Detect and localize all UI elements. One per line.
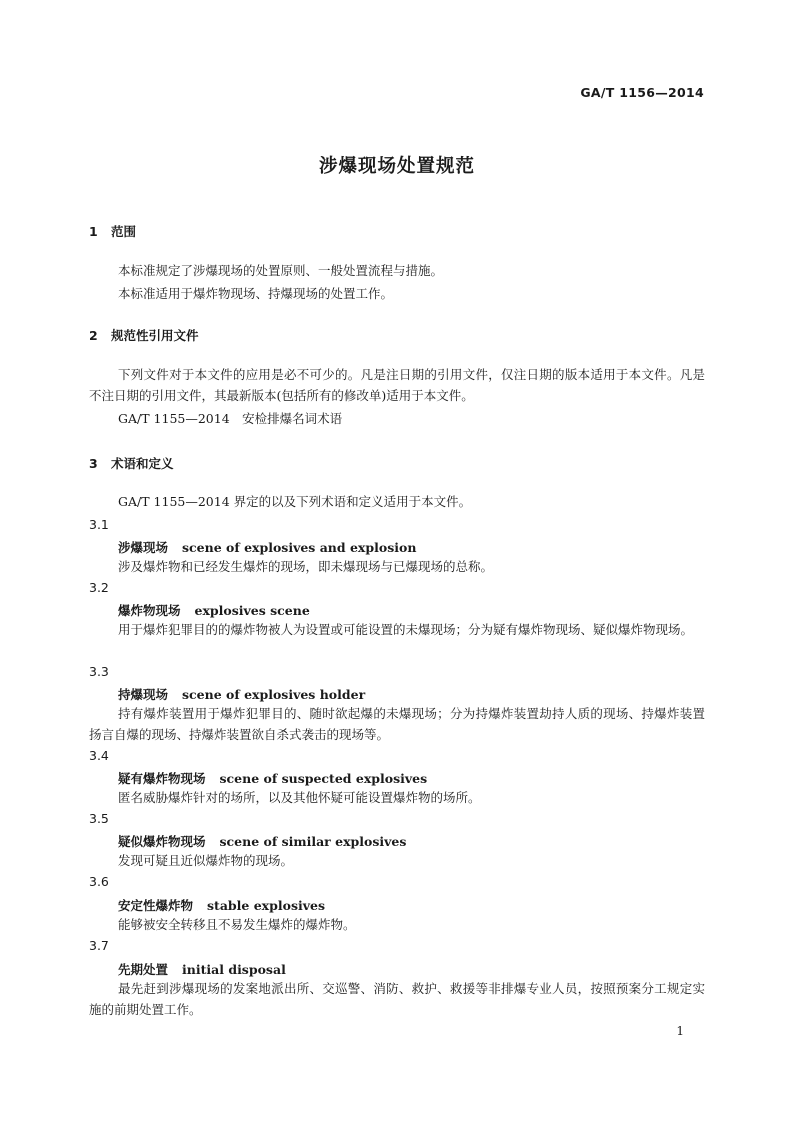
page-number: 1: [676, 1024, 684, 1038]
section-title: 规范性引用文件: [111, 328, 199, 343]
term-definition: 匿名威胁爆炸针对的场所，以及其他怀疑可能设置爆炸物的场所。: [118, 790, 481, 805]
section-heading-terms-definitions: [89, 454, 174, 472]
term-en: scene of explosives holder: [182, 687, 366, 702]
term-heading: [118, 769, 427, 787]
term-heading: [118, 601, 310, 619]
section-number: 1: [89, 224, 98, 239]
term-definition: 能够被安全转移且不易发生爆炸的爆炸物。: [118, 917, 356, 932]
term-zh: 先期处置: [118, 962, 169, 977]
term-heading: [118, 685, 365, 703]
section-number: 3: [89, 456, 98, 471]
term-definition: 涉及爆炸物和已经发生爆炸的现场，即未爆现场与已爆现场的总称。: [118, 559, 494, 574]
term-zh: 爆炸物现场: [118, 603, 181, 618]
term-number: 3.1: [89, 517, 109, 532]
term-number: 3.2: [89, 580, 109, 595]
term-zh: 安定性爆炸物: [118, 898, 194, 913]
term-en: scene of suspected explosives: [219, 771, 428, 786]
term-heading: [118, 960, 286, 978]
term-number: 3.6: [89, 874, 109, 889]
term-en: scene of similar explosives: [219, 834, 407, 849]
term-zh: 持爆现场: [118, 687, 169, 702]
paragraph-line: GA/T 1155—2014 界定的以及下列术语和定义适用于本文件。: [118, 494, 472, 509]
term-en: explosives scene: [194, 603, 310, 618]
paragraph: 下列文件对于本文件的应用是必不可少的。凡是注日期的引用文件，仅注日期的版本适用于本文件。凡是不注日期的引用文件，其最新版本(包括所有的修改单)适用于本文件。: [89, 367, 705, 403]
term-number: 3.3: [89, 664, 109, 679]
term-heading: [118, 538, 416, 556]
section-title: 范围: [111, 224, 137, 239]
term-definition: 用于爆炸犯罪目的的爆炸物被人为设置或可能设置的未爆现场；分为疑有爆炸物现场、疑似爆炸物现场。: [118, 622, 694, 637]
reference-entry: GA/T 1155—2014 安检排爆名词术语: [118, 411, 343, 426]
term-number: 3.5: [89, 811, 109, 826]
term-zh: 疑似爆炸物现场: [118, 834, 206, 849]
section-number: 2: [89, 328, 98, 343]
term-heading: [118, 832, 406, 850]
term-en: initial disposal: [182, 962, 286, 977]
term-zh: 疑有爆炸物现场: [118, 771, 206, 786]
term-zh: 涉爆现场: [118, 540, 169, 555]
term-number: 3.7: [89, 938, 109, 953]
paragraph-line: 本标准适用于爆炸物现场、持爆现场的处置工作。: [118, 286, 394, 301]
term-definition: 发现可疑且近似爆炸物的现场。: [118, 853, 294, 868]
section-heading-scope: [89, 222, 136, 240]
term-number: 3.4: [89, 748, 109, 763]
standard-code: GA/T 1156—2014: [580, 85, 704, 100]
term-heading: [118, 896, 325, 914]
section-heading-normative-references: [89, 326, 199, 344]
term-en: scene of explosives and explosion: [182, 540, 417, 555]
term-definition: 最先赶到涉爆现场的发案地派出所、交巡警、消防、救护、救援等非排爆专业人员，按照预案分工规定实施的前期处置工作。: [89, 981, 705, 1017]
paragraph-line: 本标准规定了涉爆现场的处置原则、一般处置流程与措施。: [118, 263, 444, 278]
section-title: 术语和定义: [111, 456, 174, 471]
term-en: stable explosives: [207, 898, 325, 913]
document-title: 涉爆现场处置规范: [318, 156, 475, 177]
term-definition: 持有爆炸装置用于爆炸犯罪目的、随时欲起爆的未爆现场；分为持爆炸装置劫持人质的现场、持爆炸装置扬言自爆的现场、持爆炸装置欲自杀式袭击的现场等。: [89, 706, 705, 742]
